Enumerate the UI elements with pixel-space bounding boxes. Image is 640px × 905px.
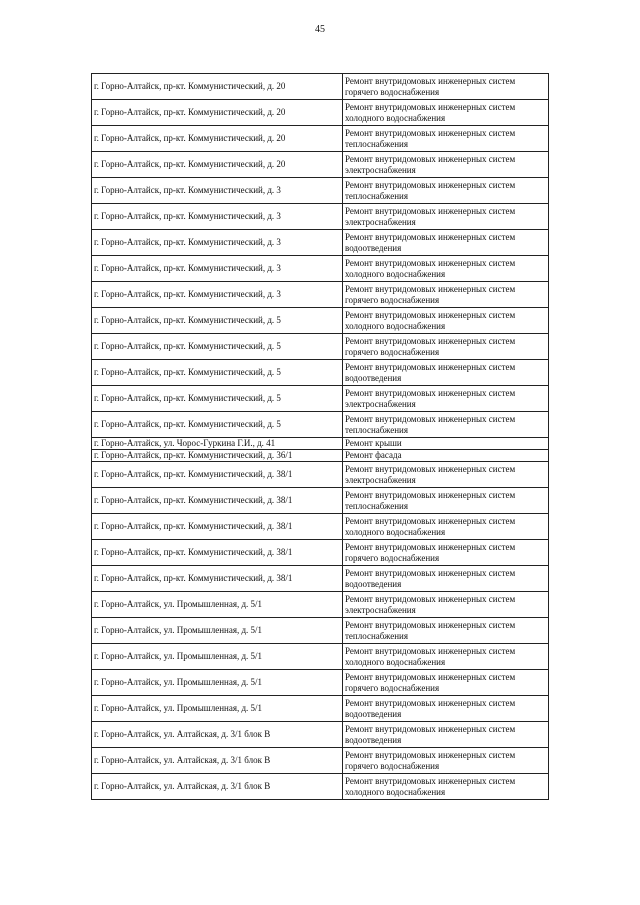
address-cell: г. Горно-Алтайск, пр-кт. Коммунистический, д. 38/1 xyxy=(92,488,343,514)
work-type-cell: Ремонт внутридомовых инженерных систем теплоснабжения xyxy=(343,126,549,152)
address-cell: г. Горно-Алтайск, пр-кт. Коммунистический, д. 20 xyxy=(92,100,343,126)
table-row xyxy=(92,644,549,670)
address-cell: г. Горно-Алтайск, ул. Алтайская, д. 3/1 блок В xyxy=(92,774,343,800)
table-row xyxy=(92,618,549,644)
table-row xyxy=(92,178,549,204)
address-cell: г. Горно-Алтайск, пр-кт. Коммунистический, д. 20 xyxy=(92,126,343,152)
work-type-cell: Ремонт внутридомовых инженерных систем электроснабжения xyxy=(343,204,549,230)
work-type-cell: Ремонт внутридомовых инженерных систем горячего водоснабжения xyxy=(343,74,549,100)
work-type-cell: Ремонт внутридомовых инженерных систем горячего водоснабжения xyxy=(343,282,549,308)
table-row xyxy=(92,126,549,152)
table-row xyxy=(92,592,549,618)
table-body xyxy=(92,74,549,800)
address-cell: г. Горно-Алтайск, пр-кт. Коммунистический, д. 38/1 xyxy=(92,540,343,566)
address-cell: г. Горно-Алтайск, пр-кт. Коммунистический, д. 38/1 xyxy=(92,462,343,488)
address-cell: г. Горно-Алтайск, ул. Промышленная, д. 5/1 xyxy=(92,618,343,644)
work-type-cell: Ремонт крыши xyxy=(343,438,549,450)
address-cell: г. Горно-Алтайск, пр-кт. Коммунистический, д. 3 xyxy=(92,178,343,204)
address-cell: г. Горно-Алтайск, пр-кт. Коммунистический, д. 5 xyxy=(92,386,343,412)
address-cell: г. Горно-Алтайск, пр-кт. Коммунистический, д. 3 xyxy=(92,256,343,282)
table-row xyxy=(92,360,549,386)
table-row xyxy=(92,100,549,126)
work-type-cell: Ремонт внутридомовых инженерных систем водоотведения xyxy=(343,566,549,592)
table-row xyxy=(92,282,549,308)
table-row xyxy=(92,670,549,696)
table-row xyxy=(92,230,549,256)
table-row xyxy=(92,540,549,566)
address-cell: г. Горно-Алтайск, ул. Алтайская, д. 3/1 блок В xyxy=(92,722,343,748)
work-type-cell: Ремонт внутридомовых инженерных систем электроснабжения xyxy=(343,592,549,618)
table-row xyxy=(92,74,549,100)
work-type-cell: Ремонт внутридомовых инженерных систем электроснабжения xyxy=(343,386,549,412)
address-cell: г. Горно-Алтайск, пр-кт. Коммунистический, д. 5 xyxy=(92,360,343,386)
work-type-cell: Ремонт внутридомовых инженерных систем холодного водоснабжения xyxy=(343,100,549,126)
address-cell: г. Горно-Алтайск, пр-кт. Коммунистический, д. 3 xyxy=(92,204,343,230)
table-row xyxy=(92,438,549,450)
table-row xyxy=(92,450,549,462)
table-row xyxy=(92,774,549,800)
work-type-cell: Ремонт внутридомовых инженерных систем электроснабжения xyxy=(343,462,549,488)
work-type-cell: Ремонт внутридомовых инженерных систем холодного водоснабжения xyxy=(343,256,549,282)
work-type-cell: Ремонт внутридомовых инженерных систем теплоснабжения xyxy=(343,488,549,514)
work-type-cell: Ремонт внутридомовых инженерных систем водоотведения xyxy=(343,696,549,722)
table-row xyxy=(92,514,549,540)
address-cell: г. Горно-Алтайск, пр-кт. Коммунистический, д. 3 xyxy=(92,282,343,308)
table-row xyxy=(92,256,549,282)
work-type-cell: Ремонт внутридомовых инженерных систем холодного водоснабжения xyxy=(343,774,549,800)
work-type-cell: Ремонт внутридомовых инженерных систем водоотведения xyxy=(343,722,549,748)
table-row xyxy=(92,722,549,748)
work-type-cell: Ремонт внутридомовых инженерных систем электроснабжения xyxy=(343,152,549,178)
work-type-cell: Ремонт фасада xyxy=(343,450,549,462)
address-cell: г. Горно-Алтайск, пр-кт. Коммунистический, д. 3 xyxy=(92,230,343,256)
work-type-cell: Ремонт внутридомовых инженерных систем холодного водоснабжения xyxy=(343,514,549,540)
work-type-cell: Ремонт внутридомовых инженерных систем теплоснабжения xyxy=(343,178,549,204)
address-cell: г. Горно-Алтайск, пр-кт. Коммунистический, д. 20 xyxy=(92,74,343,100)
address-cell: г. Горно-Алтайск, пр-кт. Коммунистический, д. 38/1 xyxy=(92,566,343,592)
address-cell: г. Горно-Алтайск, ул. Алтайская, д. 3/1 блок В xyxy=(92,748,343,774)
work-type-cell: Ремонт внутридомовых инженерных систем водоотведения xyxy=(343,230,549,256)
address-cell: г. Горно-Алтайск, ул. Промышленная, д. 5/1 xyxy=(92,592,343,618)
address-cell: г. Горно-Алтайск, ул. Промышленная, д. 5/1 xyxy=(92,644,343,670)
address-cell: г. Горно-Алтайск, ул. Промышленная, д. 5/1 xyxy=(92,696,343,722)
table-row xyxy=(92,566,549,592)
work-type-cell: Ремонт внутридомовых инженерных систем горячего водоснабжения xyxy=(343,748,549,774)
work-type-cell: Ремонт внутридомовых инженерных систем теплоснабжения xyxy=(343,412,549,438)
address-cell: г. Горно-Алтайск, пр-кт. Коммунистический, д. 36/1 xyxy=(92,450,343,462)
address-cell: г. Горно-Алтайск, пр-кт. Коммунистический, д. 5 xyxy=(92,308,343,334)
address-cell: г. Горно-Алтайск, ул. Чорос-Гуркина Г.И., д. 41 xyxy=(92,438,343,450)
table-row xyxy=(92,204,549,230)
work-type-cell: Ремонт внутридомовых инженерных систем холодного водоснабжения xyxy=(343,644,549,670)
table-row xyxy=(92,462,549,488)
address-cell: г. Горно-Алтайск, пр-кт. Коммунистический, д. 5 xyxy=(92,334,343,360)
work-type-cell: Ремонт внутридомовых инженерных систем теплоснабжения xyxy=(343,618,549,644)
page-number: 45 xyxy=(315,24,325,35)
work-type-cell: Ремонт внутридомовых инженерных систем водоотведения xyxy=(343,360,549,386)
table-row xyxy=(92,748,549,774)
table-row xyxy=(92,334,549,360)
work-type-cell: Ремонт внутридомовых инженерных систем горячего водоснабжения xyxy=(343,540,549,566)
repair-schedule-table xyxy=(91,73,549,800)
table-row xyxy=(92,152,549,178)
address-cell: г. Горно-Алтайск, пр-кт. Коммунистический, д. 38/1 xyxy=(92,514,343,540)
work-type-cell: Ремонт внутридомовых инженерных систем горячего водоснабжения xyxy=(343,334,549,360)
table-row xyxy=(92,412,549,438)
table-row xyxy=(92,386,549,412)
work-type-cell: Ремонт внутридомовых инженерных систем холодного водоснабжения xyxy=(343,308,549,334)
work-type-cell: Ремонт внутридомовых инженерных систем горячего водоснабжения xyxy=(343,670,549,696)
address-cell: г. Горно-Алтайск, пр-кт. Коммунистический, д. 5 xyxy=(92,412,343,438)
table-row xyxy=(92,308,549,334)
table-row xyxy=(92,696,549,722)
table-row xyxy=(92,488,549,514)
address-cell: г. Горно-Алтайск, ул. Промышленная, д. 5/1 xyxy=(92,670,343,696)
address-cell: г. Горно-Алтайск, пр-кт. Коммунистический, д. 20 xyxy=(92,152,343,178)
